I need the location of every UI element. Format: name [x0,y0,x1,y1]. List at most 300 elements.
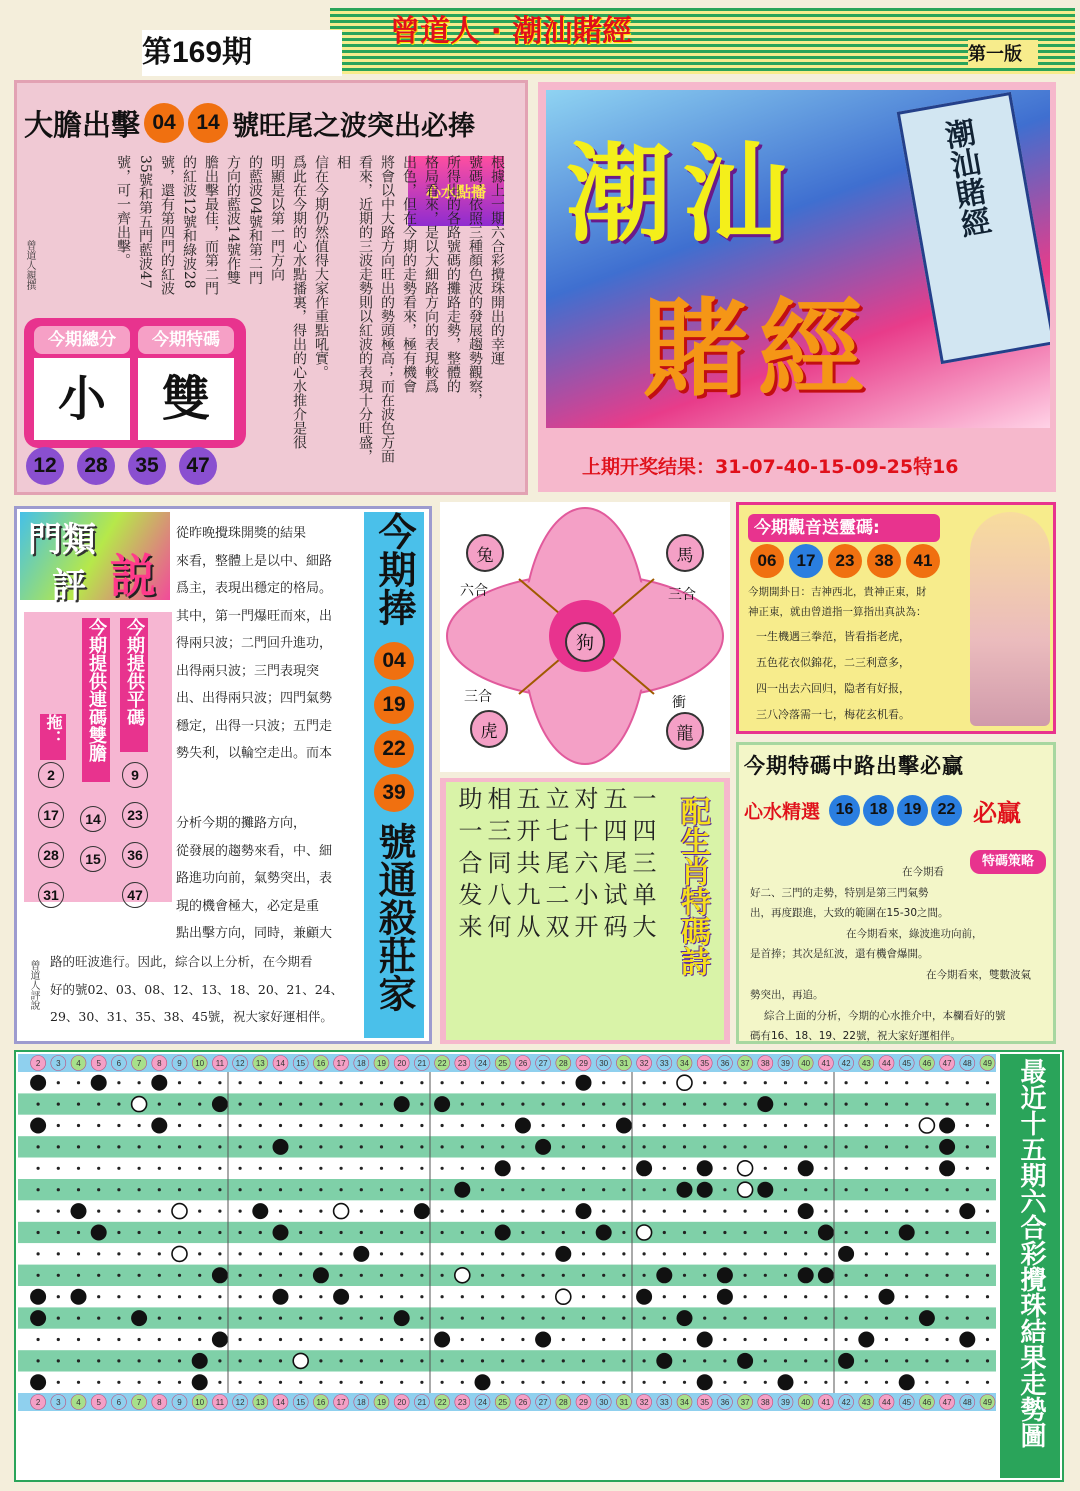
trend-empty-dot [117,1231,120,1234]
trend-empty-dot [683,1338,686,1341]
trend-header-number: 13 [255,1398,265,1407]
trend-empty-dot [845,1381,848,1384]
trend-hit-ball [434,1332,450,1348]
trend-empty-dot [218,1231,221,1234]
trend-empty-dot [198,1252,201,1255]
trend-empty-dot [279,1338,282,1341]
trend-empty-dot [925,1252,928,1255]
trend-empty-dot [804,1103,807,1106]
trend-repeat-ball [738,1161,753,1176]
trend-header-number: 2 [35,1398,41,1407]
trend-empty-dot [37,1167,40,1170]
lead-text-col: 號，還有第四門的紅波 [159,155,175,295]
trend-empty-dot [178,1381,181,1384]
trend-empty-dot [643,1188,646,1191]
trend-empty-dot [481,1081,484,1084]
trend-empty-dot [723,1124,726,1127]
trend-empty-dot [602,1210,605,1213]
trend-empty-dot [57,1231,60,1234]
trend-empty-dot [117,1124,120,1127]
trend-repeat-ball [334,1204,349,1219]
text-line: 在今期看來，綠波進功向前， [846,927,983,940]
trend-repeat-ball [172,1246,187,1261]
trend-empty-dot [501,1338,504,1341]
trend-empty-dot [57,1103,60,1106]
trend-empty-dot [804,1381,807,1384]
poem-text [456,786,656,1036]
trend-empty-dot [360,1295,363,1298]
trend-header-number: 24 [478,1059,487,1068]
trend-empty-dot [340,1145,343,1148]
trend-empty-dot [77,1103,80,1106]
trend-empty-dot [723,1317,726,1320]
lead-text-col: 方向的藍波14號作雙 [225,155,241,285]
trend-empty-dot [97,1103,100,1106]
trend-header-number: 11 [215,1398,225,1407]
trend-empty-dot [380,1252,383,1255]
trend-empty-dot [461,1295,464,1298]
trend-empty-dot [198,1103,201,1106]
trend-empty-dot [97,1317,100,1320]
trend-empty-dot [643,1381,646,1384]
trend-empty-dot [643,1081,646,1084]
trend-empty-dot [784,1295,787,1298]
trend-empty-dot [138,1295,141,1298]
trend-header-number: 9 [177,1398,182,1407]
trend-empty-dot [622,1103,625,1106]
para-line: 其中，第一門爆旺而來，出 [176,608,333,624]
category-signature: 曾道人評說 [28,960,39,1010]
trend-header-number: 37 [740,1398,750,1407]
trend-header-number: 34 [680,1059,689,1068]
trend-empty-dot [299,1124,302,1127]
trend-empty-dot [946,1274,949,1277]
trend-empty-dot [966,1103,969,1106]
trend-repeat-ball [919,1118,934,1133]
trend-row-band [18,1093,996,1114]
trend-hit-ball [697,1182,713,1198]
trend-empty-dot [521,1274,524,1277]
trend-empty-dot [865,1381,868,1384]
trend-hit-ball [434,1096,450,1112]
trend-empty-dot [299,1210,302,1213]
trend-header-number: 26 [518,1398,528,1407]
trend-header-number: 19 [377,1398,386,1407]
issue-label: 第169期 [142,30,342,76]
trend-header-number: 15 [296,1059,306,1068]
trend-empty-dot [966,1167,969,1170]
trend-empty-dot [461,1167,464,1170]
trend-empty-dot [218,1295,221,1298]
trend-hit-ball [737,1353,753,1369]
trend-empty-dot [744,1274,747,1277]
trend-empty-dot [380,1145,383,1148]
trend-empty-dot [319,1145,322,1148]
trend-header-number: 12 [235,1398,245,1407]
trend-empty-dot [360,1103,363,1106]
trend-empty-dot [723,1188,726,1191]
trend-empty-dot [602,1381,605,1384]
tuo-label: 拖： [40,714,66,760]
trend-header-number: 12 [235,1059,245,1068]
poem-line: 一四三单大 [628,786,656,946]
trend-empty-dot [178,1338,181,1341]
trend-empty-dot [117,1359,120,1362]
trend-empty-dot [461,1081,464,1084]
trend-empty-dot [744,1381,747,1384]
trend-header-number: 9 [177,1059,182,1068]
trend-empty-dot [824,1081,827,1084]
trend-empty-dot [905,1103,908,1106]
trend-empty-dot [622,1274,625,1277]
trend-empty-dot [622,1295,625,1298]
trend-empty-dot [77,1381,80,1384]
trend-empty-dot [905,1317,908,1320]
trend-empty-dot [239,1274,242,1277]
trend-empty-dot [703,1252,706,1255]
trend-header-number: 40 [801,1059,811,1068]
trend-empty-dot [420,1359,423,1362]
trend-header-number: 40 [801,1398,811,1407]
trend-empty-dot [420,1145,423,1148]
trend-empty-dot [925,1167,928,1170]
trend-empty-dot [562,1103,565,1106]
trend-empty-dot [400,1252,403,1255]
trend-empty-dot [703,1359,706,1362]
trend-empty-dot [319,1252,322,1255]
trend-empty-dot [77,1274,80,1277]
trend-empty-dot [178,1188,181,1191]
trend-empty-dot [764,1338,767,1341]
trend-empty-dot [784,1338,787,1341]
trend-empty-dot [986,1081,989,1084]
trend-empty-dot [986,1145,989,1148]
trend-row-band [18,1265,996,1286]
trend-empty-dot [905,1274,908,1277]
trend-empty-dot [703,1231,706,1234]
trend-empty-dot [218,1081,221,1084]
verse-line: 四一出去六回归，隐者有好报， [756,682,910,695]
trend-empty-dot [986,1295,989,1298]
trend-hit-ball [778,1374,794,1390]
trend-empty-dot [138,1359,141,1362]
lead-text-col: 明顯是以第一門方向 [269,155,285,281]
trend-empty-dot [582,1231,585,1234]
trend-empty-dot [966,1295,969,1298]
trend-empty-dot [602,1359,605,1362]
trend-header-number: 47 [942,1398,952,1407]
trend-empty-dot [198,1124,201,1127]
trend-header-number: 6 [116,1059,122,1068]
trend-empty-dot [865,1081,868,1084]
trend-empty-dot [582,1252,585,1255]
trend-empty-dot [663,1188,666,1191]
trend-hit-ball [899,1374,915,1390]
zodiac-bottom-left: 虎 [470,710,508,748]
trend-empty-dot [865,1103,868,1106]
trend-empty-dot [663,1081,666,1084]
trend-empty-dot [400,1124,403,1127]
trend-empty-dot [744,1145,747,1148]
text-line: 在今期看 [902,866,944,878]
trend-hit-ball [394,1310,410,1326]
trend-empty-dot [198,1295,201,1298]
trend-repeat-ball [637,1225,652,1240]
trend-empty-dot [643,1317,646,1320]
trend-header-number: 44 [882,1398,891,1407]
trend-empty-dot [986,1210,989,1213]
trend-empty-dot [663,1167,666,1170]
trend-empty-dot [259,1103,262,1106]
trend-empty-dot [117,1167,120,1170]
trend-hit-ball [535,1139,551,1155]
trend-header-number: 16 [316,1398,326,1407]
trend-hit-ball [818,1225,834,1241]
trend-empty-dot [845,1295,848,1298]
trend-row-band [18,1136,996,1157]
trend-empty-dot [582,1145,585,1148]
trend-empty-dot [885,1317,888,1320]
trend-header-number: 10 [195,1398,205,1407]
trend-empty-dot [198,1210,201,1213]
trend-hit-ball [818,1267,834,1283]
trend-hit-ball [919,1310,935,1326]
trend-hit-ball [535,1332,551,1348]
trend-empty-dot [663,1145,666,1148]
trend-empty-dot [905,1252,908,1255]
lead-text-col: 的藍波04號和第二門 [247,155,263,285]
trend-empty-dot [885,1124,888,1127]
trend-empty-dot [218,1381,221,1384]
trend-row-band [18,1179,996,1200]
trend-empty-dot [441,1145,444,1148]
trend-empty-dot [340,1252,343,1255]
trend-empty-dot [622,1317,625,1320]
trend-empty-dot [622,1252,625,1255]
ball: 18 [863,795,894,826]
trend-empty-dot [744,1081,747,1084]
trend-empty-dot [400,1188,403,1191]
zodiac-label-bl: 三合 [464,689,492,705]
trend-empty-dot [259,1081,262,1084]
trend-empty-dot [259,1381,262,1384]
trend-empty-dot [946,1317,949,1320]
trend-empty-dot [481,1338,484,1341]
trend-empty-dot [602,1145,605,1148]
trend-empty-dot [703,1210,706,1213]
trend-empty-dot [461,1103,464,1106]
trend-empty-dot [420,1231,423,1234]
trend-empty-dot [420,1338,423,1341]
ball: 41 [906,544,940,578]
trend-empty-dot [117,1081,120,1084]
trend-empty-dot [824,1210,827,1213]
trend-empty-dot [158,1295,161,1298]
trend-empty-dot [481,1145,484,1148]
trend-empty-dot [481,1188,484,1191]
trend-empty-dot [521,1359,524,1362]
trend-empty-dot [784,1210,787,1213]
trend-empty-dot [764,1252,767,1255]
trend-header-number: 37 [740,1059,750,1068]
trend-empty-dot [57,1338,60,1341]
special-text [750,862,1046,1047]
trend-header-number: 25 [498,1059,508,1068]
lead-text-col: 爲此在今期的心水點播裏，得出的心水推介是很 [291,155,307,449]
trend-header-number: 17 [336,1398,346,1407]
trend-empty-dot [178,1124,181,1127]
pick-ball: 36 [122,842,148,868]
trend-empty-dot [824,1338,827,1341]
ball: 16 [829,795,860,826]
trend-hit-ball [717,1289,733,1305]
trend-empty-dot [582,1381,585,1384]
trend-empty-dot [723,1381,726,1384]
trend-empty-dot [865,1231,868,1234]
trend-empty-dot [966,1252,969,1255]
headline-ball-1: 04 [144,103,184,143]
trend-empty-dot [97,1295,100,1298]
trend-header-number: 44 [882,1059,891,1068]
trend-empty-dot [340,1167,343,1170]
trend-hit-ball [636,1160,652,1176]
trend-empty-dot [683,1145,686,1148]
trend-hit-ball [677,1182,693,1198]
art-title-bottom: 賭經 [642,286,874,411]
trend-empty-dot [218,1210,221,1213]
pick-ball: 14 [80,806,106,832]
value-total: 小 [34,358,130,440]
trend-empty-dot [744,1252,747,1255]
trend-empty-dot [966,1145,969,1148]
trend-empty-dot [723,1103,726,1106]
lead-text-col: 膽出擊最佳，而第二門 [203,155,219,295]
trend-empty-dot [542,1381,545,1384]
trend-empty-dot [158,1338,161,1341]
trend-hit-ball [151,1118,167,1134]
trend-row-band [18,1286,996,1307]
trend-empty-dot [117,1381,120,1384]
trend-empty-dot [481,1274,484,1277]
trend-row-band [18,1372,996,1393]
trend-hit-ball [838,1246,854,1262]
trend-empty-dot [158,1103,161,1106]
trend-empty-dot [259,1124,262,1127]
trend-empty-dot [319,1381,322,1384]
zodiac-label-tr: 三合 [668,587,696,603]
trend-empty-dot [562,1359,565,1362]
trend-empty-dot [299,1167,302,1170]
trend-empty-dot [804,1359,807,1362]
trend-empty-dot [461,1359,464,1362]
trend-empty-dot [946,1210,949,1213]
trend-empty-dot [925,1274,928,1277]
trend-empty-dot [97,1381,100,1384]
trend-empty-dot [279,1124,282,1127]
trend-empty-dot [360,1274,363,1277]
trend-empty-dot [441,1295,444,1298]
trend-empty-dot [885,1081,888,1084]
trend-empty-dot [198,1317,201,1320]
trend-empty-dot [279,1167,282,1170]
para-line: 好的號02、03、08、12、13、18、20、21、24、 [50,981,344,997]
trend-hit-ball [454,1182,470,1198]
trend-empty-dot [461,1124,464,1127]
trend-empty-dot [97,1124,100,1127]
trend-empty-dot [380,1103,383,1106]
trend-empty-dot [138,1124,141,1127]
trend-empty-dot [340,1359,343,1362]
trend-empty-dot [602,1338,605,1341]
recommend-balls [26,447,246,485]
trend-hit-ball [697,1160,713,1176]
trend-empty-dot [158,1167,161,1170]
trend-empty-dot [37,1210,40,1213]
trend-empty-dot [360,1188,363,1191]
trend-empty-dot [259,1188,262,1191]
right-pick-list [122,762,152,908]
trend-header-number: 32 [639,1398,649,1407]
trend-empty-dot [845,1103,848,1106]
trend-header-number: 7 [136,1398,142,1407]
trend-empty-dot [380,1317,383,1320]
trend-empty-dot [340,1081,343,1084]
trend-empty-dot [138,1081,141,1084]
trend-empty-dot [521,1317,524,1320]
trend-empty-dot [521,1145,524,1148]
trend-empty-dot [845,1167,848,1170]
trend-empty-dot [279,1252,282,1255]
trend-empty-dot [683,1167,686,1170]
trend-empty-dot [582,1317,585,1320]
trend-empty-dot [622,1338,625,1341]
trend-empty-dot [723,1252,726,1255]
trend-empty-dot [542,1252,545,1255]
trend-empty-dot [380,1274,383,1277]
trend-empty-dot [925,1295,928,1298]
trend-empty-dot [138,1231,141,1234]
pick-ball: 28 [38,842,64,868]
trend-empty-dot [622,1145,625,1148]
trend-empty-dot [117,1188,120,1191]
trend-hit-ball [717,1267,733,1283]
trend-empty-dot [804,1317,807,1320]
trend-empty-dot [622,1381,625,1384]
trend-empty-dot [239,1381,242,1384]
trend-empty-dot [218,1188,221,1191]
trend-empty-dot [925,1081,928,1084]
trend-empty-dot [622,1231,625,1234]
trend-empty-dot [845,1317,848,1320]
trend-empty-dot [340,1274,343,1277]
trend-header-number: 41 [821,1398,831,1407]
trend-empty-dot [582,1295,585,1298]
trend-header-number: 20 [397,1398,407,1407]
trend-header-number: 41 [821,1059,831,1068]
trend-empty-dot [461,1210,464,1213]
trend-empty-dot [865,1167,868,1170]
trend-empty-dot [986,1381,989,1384]
trend-header-number: 5 [96,1398,101,1407]
trend-empty-dot [845,1145,848,1148]
trend-header-number: 49 [983,1398,992,1407]
trend-empty-dot [986,1359,989,1362]
text-line: 好二、三門的走勢，特别是第三門氣勢 [750,886,929,899]
trend-empty-dot [441,1167,444,1170]
trend-empty-dot [239,1338,242,1341]
trend-empty-dot [845,1338,848,1341]
trend-empty-dot [441,1210,444,1213]
